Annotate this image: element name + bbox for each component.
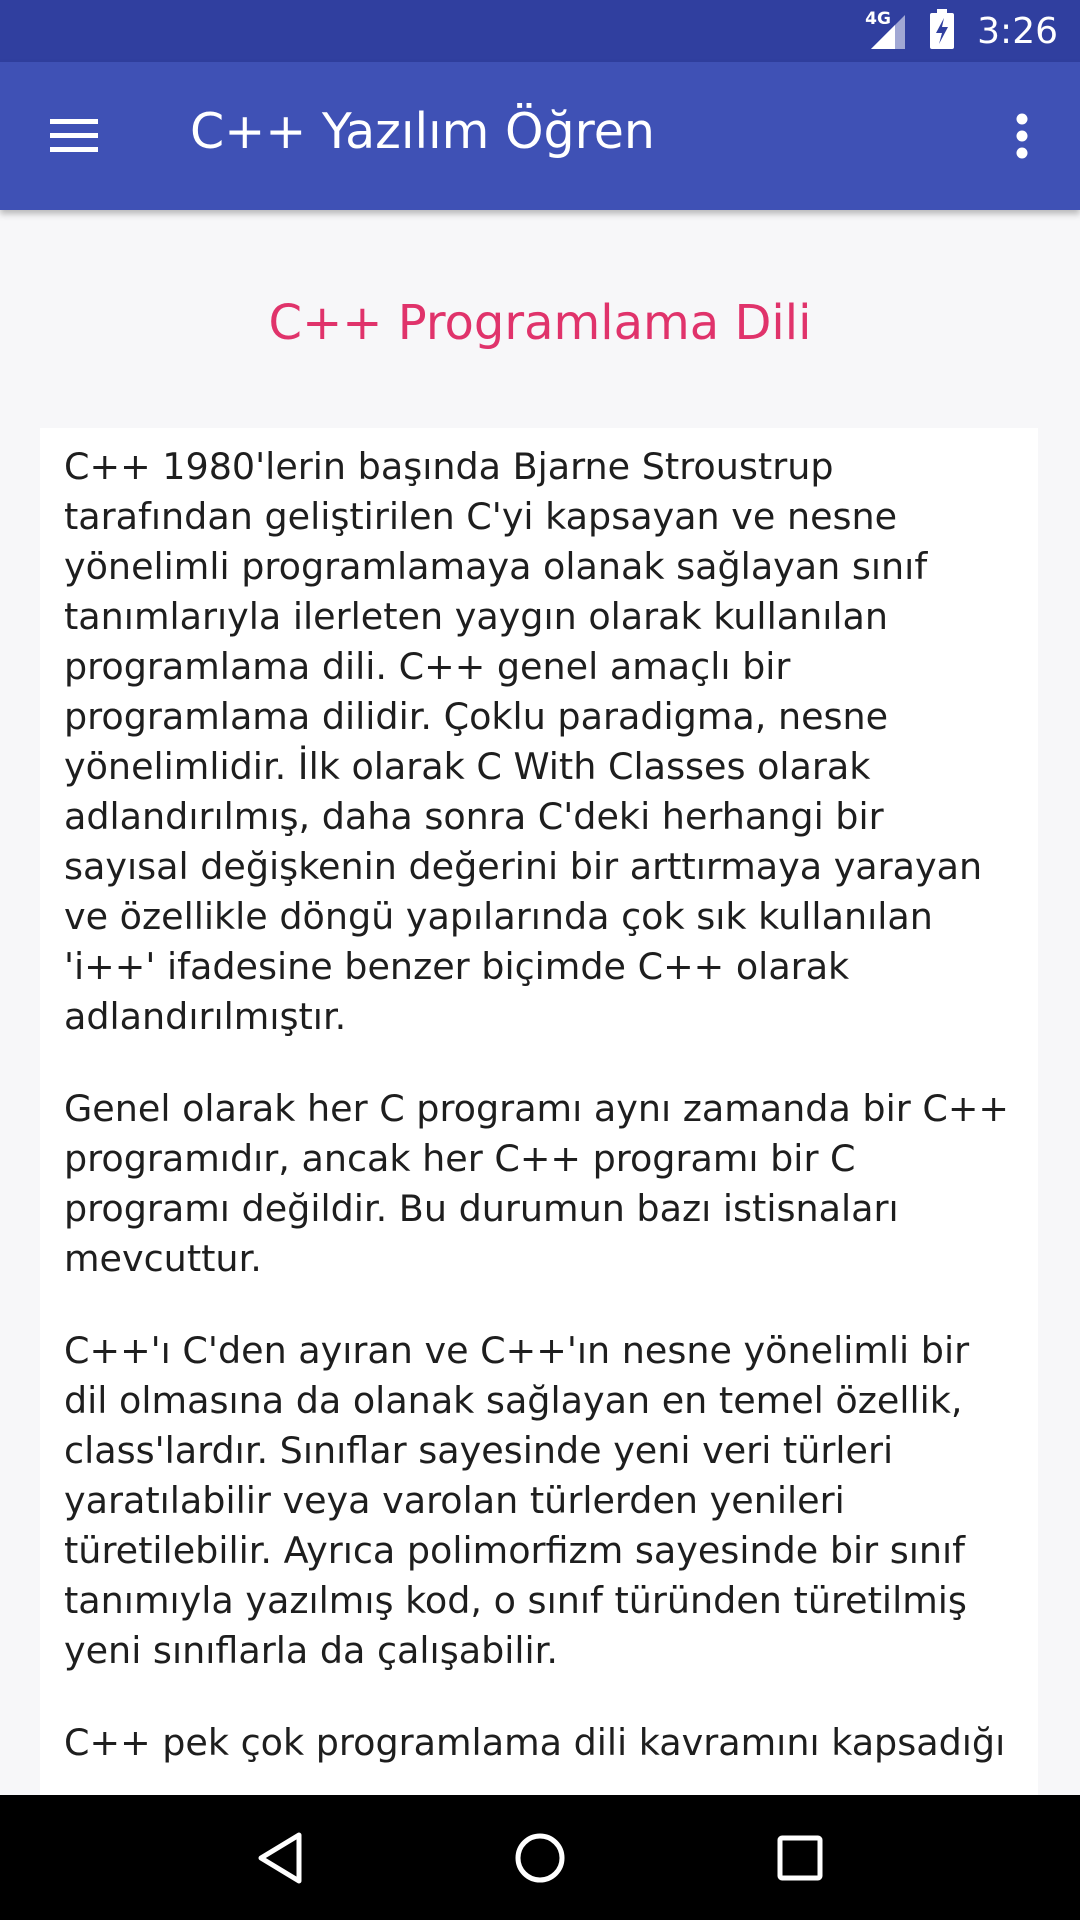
paragraph-2: Genel olarak her C programı aynı zamanda bir C++ programıdır, ancak her C++ programı bir C programı değildir. Bu durumun bazı istisnaları mevcuttur. — [64, 1087, 1009, 1280]
home-button[interactable] — [495, 1813, 585, 1903]
paragraph-3: C++'ı C'den ayıran ve C++'ın nesne yönelimli bir dil olmasına da olanak sağlayan en temel özellik, class'lardır. Sınıflar sayesinde yeni veri türleri yaratılabilir veya varolan türlerden yenileri türetilebilir. Ayrıca polimorfizm sayesinde bir sınıf tanımıyla yazılmış kod, o sınıf türünden türetilmiş yeni sınıflarla da çalışabilir. — [64, 1329, 970, 1672]
clock: 3:26 — [977, 10, 1058, 52]
navigation-bar — [0, 1795, 1080, 1920]
page-title: C++ Programlama Dili — [268, 295, 812, 351]
status-bar — [0, 0, 1080, 62]
article-card — [40, 428, 1038, 1795]
more-options-button[interactable] — [984, 98, 1060, 174]
article-body — [64, 442, 1019, 1795]
back-icon — [255, 1831, 305, 1885]
app-title: C++ Yazılım Öğren — [190, 103, 655, 160]
back-button[interactable] — [235, 1813, 325, 1903]
paragraph-4: C++ pek çok programlama dili kavramını kapsadığı — [64, 1721, 1006, 1764]
more-vert-icon — [1015, 113, 1029, 159]
network-type-label: 4G — [865, 9, 891, 29]
menu-button[interactable] — [36, 98, 112, 174]
app-bar — [0, 62, 1080, 210]
battery-icon — [929, 9, 955, 53]
recents-icon — [776, 1834, 824, 1882]
content-area[interactable] — [0, 210, 1080, 1795]
hamburger-menu-icon — [48, 116, 100, 156]
recents-button[interactable] — [755, 1813, 845, 1903]
status-icons — [865, 0, 1058, 62]
paragraph-1: C++ 1980'lerin başında Bjarne Stroustrup tarafından geliştirilen C'yi kapsayan ve nesne yönelimli programlamaya olanak sağlayan sınıf tanımlarıyla ilerleten yaygın olarak kullanılan programlama dili. C++ genel amaçlı bir programlama dilidir. Çoklu paradigma, nesne yönelimlidir. İlk olarak C With Classes olarak adlandırılmış, daha sonra C'deki herhangi bir sayısal değişkenin değerini bir arttırmaya yarayan ve özellikle döngü yapılarında çok sık kullanılan 'i++' ifadesine benzer biçimde C++ olarak adlandırılmıştır. — [64, 445, 983, 1038]
home-icon — [513, 1831, 567, 1885]
signal-icon — [865, 11, 907, 51]
